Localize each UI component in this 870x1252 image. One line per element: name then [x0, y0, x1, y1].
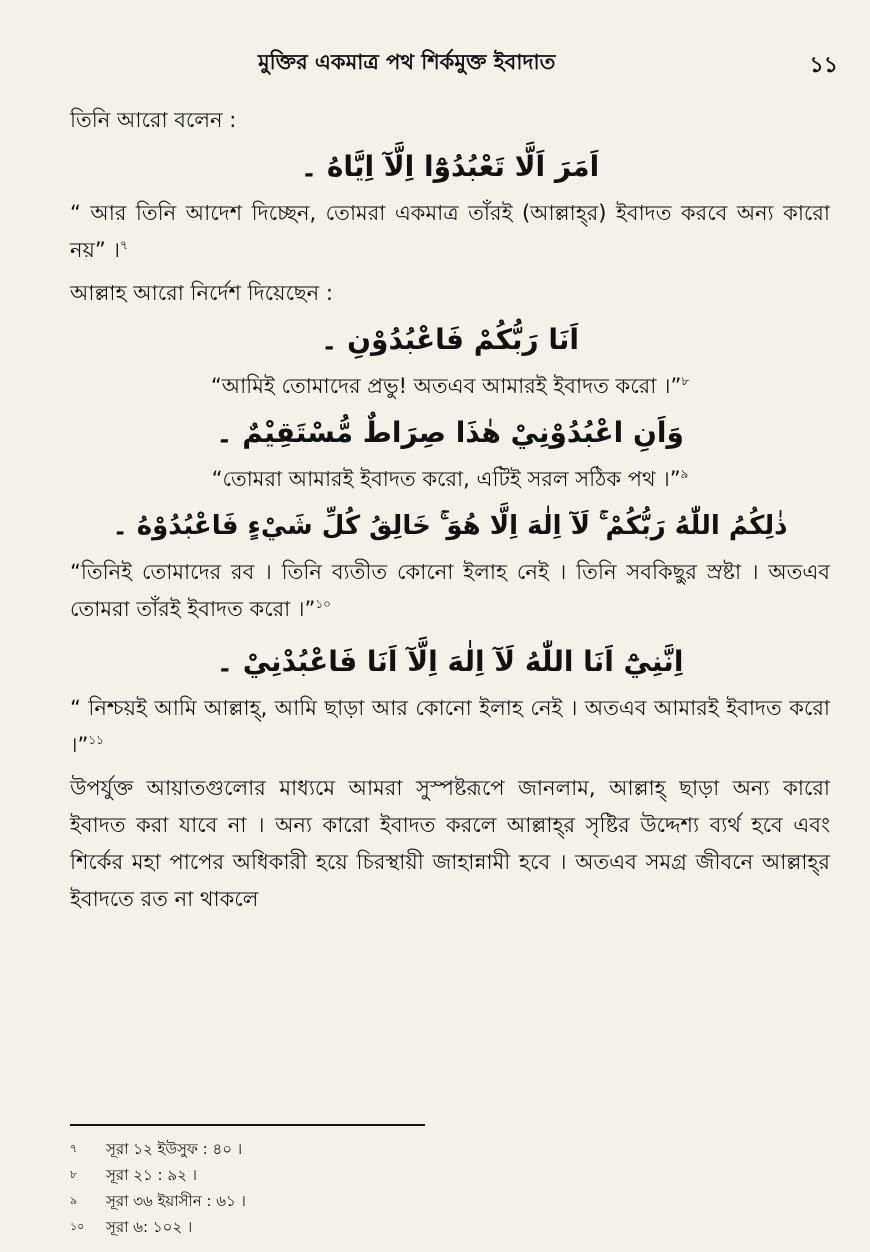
footnote-ref-10: ১০ — [315, 597, 331, 611]
translation-3 — [70, 461, 830, 498]
arabic-verse-5: اِنَّنِيْٓ اَنَا اللّٰهُ لَآ اِلٰهَ اِلَّآ اَنَا فَاعْبُدْنِيْ ۔ — [216, 645, 684, 678]
footnote-number: ৭ — [70, 1142, 78, 1155]
footnote-ref-11: ১১ — [88, 733, 104, 747]
translation-2 — [70, 368, 830, 405]
translation-3-text: “তোমরা আমারই ইবাদত করো, এটিই সরল সঠিক পথ ।” — [211, 467, 681, 491]
translation-4 — [70, 554, 830, 628]
translation-5-text: “ নিশ্চয়ই আমি আল্লাহ্‌, আমি ছাড়া আর কোনো ইলাহ নেই । অতএব আমারই ইবাদত করো ।” — [70, 696, 830, 757]
footnote-text: সূরা ২১ : ৯২ । — [106, 1166, 197, 1184]
footnote-number: ১০ — [70, 1220, 85, 1233]
footnote-text: সূরা ৬: ১০২ । — [106, 1218, 193, 1236]
footnote-item — [70, 1136, 570, 1162]
arabic-verse-1: اَمَرَ اَلَّا تَعْبُدُوْٓا اِلَّآ اِيَّاهُ ۔ — [300, 150, 600, 183]
footnote-text: সূরা ১২ ইউসুফ : ৪০ । — [106, 1140, 243, 1158]
arabic-verse-4: ذٰلِكُمُ اللّٰهُ رَبُّكُمْ ۚ لَآ اِلٰهَ اِلَّا هُوَ ۚ خَالِقُ كُلِّ شَيْءٍ فَاعْبُدُوْهُ ۔ — [112, 511, 788, 541]
footnote-item — [70, 1162, 570, 1188]
footnotes — [70, 1136, 570, 1240]
intro-line-2: আল্লাহ আরো নির্দেশ দিয়েছেন : — [70, 281, 333, 305]
footnote-divider — [70, 1124, 425, 1126]
translation-1-text: “ আর তিনি আদেশ দিচ্ছেন, তোমরা একমাত্র তাঁরই (আল্লাহ্‌র) ইবাদত করবে অন্য কারো নয়” । — [70, 201, 830, 262]
arabic-verse-2: اَنَا رَبُّكُمْ فَاعْبُدُوْنِ ۔ — [320, 323, 580, 356]
footnote-ref-9: ৯ — [680, 467, 689, 481]
footnote-text: সূরা ৩৬ ইয়াসীন : ৬১ । — [106, 1192, 246, 1210]
page-number: ১১ — [809, 53, 838, 78]
running-title: মুক্তির একমাত্র পথ শির্কমুক্ত ইবাদাত — [258, 50, 556, 74]
commentary-paragraph: উপর্যুক্ত আয়াতগুলোর মাধ্যমে আমরা সুস্পষ্টরূপে জানলাম, আল্লাহ্‌ ছাড়া অন্য কারো ইবাদত করা যাবে না । অন্য কারো ইবাদত করলে আল্লাহ্‌র সৃষ্টির উদ্দেশ্য ব্যর্থ হবে এবং শির্কের মহা পাপের অধিকারী হয়ে চিরস্থায়ী জাহান্নামী হবে । অতএব সমগ্র জীবনে আল্লাহ্‌র ইবাদতে রত না থাকলে — [70, 776, 830, 911]
footnote-item — [70, 1214, 570, 1240]
arabic-verse-3: وَاَنِ اعْبُدُوْنِيْ هٰذَا صِرَاطٌ مُّسْتَقِيْمٌ ۔ — [216, 416, 684, 449]
footnote-ref-8: ৮ — [681, 374, 690, 388]
translation-1 — [70, 195, 830, 269]
page-body — [70, 102, 830, 918]
page-header — [0, 42, 870, 82]
translation-5 — [70, 690, 830, 764]
translation-4-text: “তিনিই তোমাদের রব । তিনি ব্যতীত কোনো ইলাহ নেই । তিনি সবকিছুর স্রষ্টা । অতএব তোমরা তাঁরই ইবাদত করো ।” — [70, 560, 830, 621]
intro-line-1: তিনি আরো বলেন : — [70, 108, 237, 132]
translation-2-text: “আমিই তোমাদের প্রভু! অতএব আমারই ইবাদত করো ।” — [210, 374, 682, 398]
footnote-ref-7: ৭ — [119, 238, 128, 252]
footnote-item — [70, 1188, 570, 1214]
footnote-number: ৯ — [70, 1194, 78, 1207]
footnote-number: ৮ — [70, 1168, 78, 1181]
